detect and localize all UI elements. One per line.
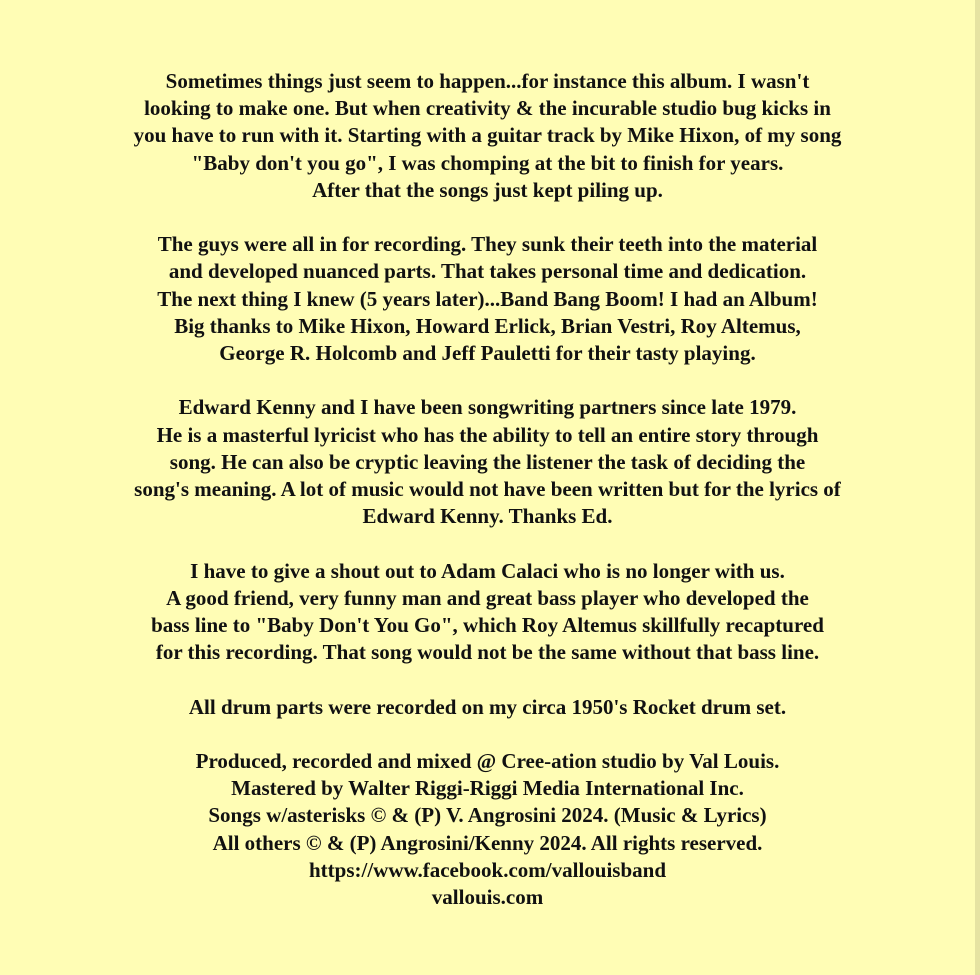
facebook-link[interactable]: https://www.facebook.com/vallouisband bbox=[308, 857, 667, 882]
text-line: song's meaning. A lot of music would not have been written but for the lyrics of bbox=[134, 477, 841, 502]
paragraph-intro bbox=[0, 68, 975, 204]
text-line: you have to run with it. Starting with a guitar track by Mike Hixon, of my song bbox=[133, 123, 842, 148]
paragraph-songwriting-partner bbox=[0, 394, 975, 530]
text-line: Songs w/asterisks © & (P) V. Angrosini 2024. (Music & Lyrics) bbox=[208, 803, 767, 828]
text-line: The guys were all in for recording. They sunk their teeth into the material bbox=[157, 232, 818, 257]
text-line: and developed nuanced parts. That takes personal time and dedication. bbox=[168, 259, 807, 284]
text-line: for this recording. That song would not be the same without that bass line. bbox=[155, 640, 820, 665]
text-line: Produced, recorded and mixed @ Cree-ation studio by Val Louis. bbox=[195, 749, 780, 773]
text-line: All drum parts were recorded on my circa 1950's Rocket drum set. bbox=[188, 694, 787, 719]
paragraph-band-thanks bbox=[0, 231, 975, 367]
text-line: Sometimes things just seem to happen...for instance this album. I wasn't bbox=[165, 69, 810, 93]
text-line: song. He can also be cryptic leaving the listener the task of deciding the bbox=[169, 449, 806, 474]
paragraph-shout-out bbox=[0, 558, 975, 667]
text-line: George R. Holcomb and Jeff Pauletti for their tasty playing. bbox=[219, 341, 756, 366]
paragraph-credits bbox=[0, 748, 975, 911]
text-line: looking to make one. But when creativity & the incurable studio bug kicks in bbox=[144, 96, 831, 121]
text-line: Mastered by Walter Riggi-Riggi Media International Inc. bbox=[231, 776, 744, 801]
text-line: The next thing I knew (5 years later)...Band Bang Boom! I had an Album! bbox=[157, 286, 818, 311]
text-line: bass line to "Baby Don't You Go", which Roy Altemus skillfully recaptured bbox=[151, 613, 824, 638]
text-line: "Baby don't you go", I was chomping at the bit to finish for years. bbox=[191, 150, 784, 175]
website-link[interactable]: vallouis.com bbox=[431, 885, 544, 910]
text-line: After that the songs just kept piling up. bbox=[312, 177, 663, 202]
text-line: A good friend, very funny man and great bass player who developed the bbox=[166, 585, 809, 610]
paragraph-drum-note bbox=[0, 694, 975, 721]
right-edge-border bbox=[975, 0, 980, 975]
text-line: Big thanks to Mike Hixon, Howard Erlick, Brian Vestri, Roy Altemus, bbox=[174, 313, 801, 338]
text-line: Edward Kenny and I have been songwriting partners since late 1979. bbox=[178, 395, 797, 420]
text-line: All others © & (P) Angrosini/Kenny 2024. All rights reserved. bbox=[212, 830, 763, 855]
liner-notes-text bbox=[0, 68, 975, 911]
text-line: Edward Kenny. Thanks Ed. bbox=[362, 504, 613, 529]
text-line: He is a masterful lyricist who has the ability to tell an entire story through bbox=[156, 422, 819, 447]
text-line: I have to give a shout out to Adam Calaci who is no longer with us. bbox=[190, 558, 785, 583]
